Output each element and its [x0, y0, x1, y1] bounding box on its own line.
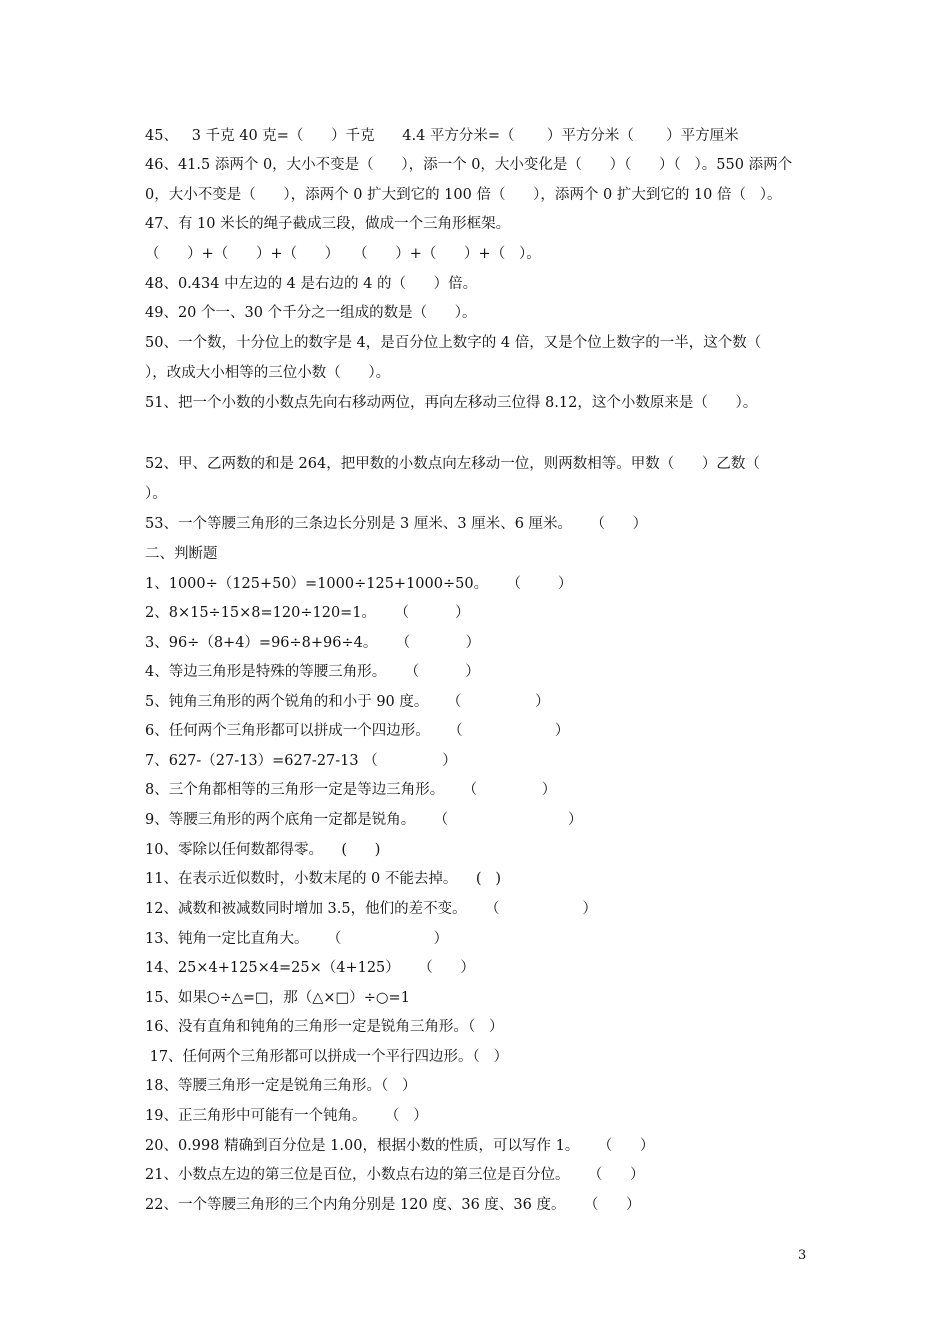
judge-item-5: 5、钝角三角形的两个锐角的和小于 90 度。 （ ）: [145, 694, 550, 710]
question-47-blanks: （ ）+（ ）+（ ） （ ）+（ ）+（ ）。: [145, 246, 541, 262]
question-46-line-1: 46、41.5 添两个 0，大小不变是（ ），添一个 0，大小变化是（ ）（ ）（ ）。550 添两个: [145, 157, 793, 173]
judge-item-6: 6、任何两个三角形都可以拼成一个四边形。 （ ）: [145, 723, 570, 739]
judge-item-22: 22、一个等腰三角形的三个内角分别是 120 度、36 度、36 度。 （ ）: [145, 1197, 641, 1213]
judge-item-18: 18、等腰三角形一定是锐角三角形。（ ）: [145, 1078, 417, 1094]
question-53: 53、一个等腰三角形的三条边长分别是 3 厘米、3 厘米、6 厘米。 （ ）: [145, 516, 648, 532]
judge-item-3: 3、96÷（8+4）=96÷8+96÷4。 （ ）: [145, 635, 481, 651]
judge-item-10: 10、零除以任何数都得零。 ( ): [145, 842, 381, 858]
question-46-line-2: 0，大小不变是（ ），添两个 0 扩大到它的 100 倍（ ），添两个 0 扩大到它的 10 倍（ ）。: [145, 187, 782, 203]
question-47: 47、有 10 米长的绳子截成三段，做成一个三角形框架。: [145, 216, 511, 232]
judge-item-11: 11、在表示近似数时，小数末尾的 0 不能去掉。 ( ): [145, 871, 501, 887]
judge-item-20: 20、0.998 精确到百分位是 1.00，根据小数的性质，可以写作 1。 （ ）: [145, 1138, 655, 1154]
judge-item-2: 2、8×15÷15×8=120÷120=1。 （ ）: [145, 605, 470, 621]
judge-item-16: 16、没有直角和钝角的三角形一定是锐角三角形。（ ）: [145, 1019, 504, 1035]
judge-item-12: 12、减数和被减数同时增加 3.5，他们的差不变。 （ ）: [145, 901, 598, 917]
question-52-line-2: ）。: [145, 486, 167, 502]
judge-item-14: 14、25×4+125×4=25×（4+125） （ ）: [145, 960, 475, 976]
judge-item-17: 17、任何两个三角形都可以拼成一个平行四边形。（ ）: [145, 1049, 509, 1065]
question-48: 48、0.434 中左边的 4 是右边的 4 的（ ）倍。: [145, 276, 478, 292]
question-51: 51、把一个小数的小数点先向右移动两位，再向左移动三位得 8.12，这个小数原来是（ ）。: [145, 395, 758, 411]
judge-item-15: 15、如果○÷△=□，那（△×□）÷○=1: [145, 990, 410, 1006]
judge-item-8: 8、三个角都相等的三角形一定是等边三角形。 （ ）: [145, 782, 557, 798]
question-50-line-2: ），改成大小相等的三位小数（ ）。: [145, 365, 391, 381]
judge-item-7: 7、627-（27-13）=627-27-13 （ ）: [145, 753, 457, 769]
page-number: 3: [798, 1248, 807, 1263]
judge-item-4: 4、等边三角形是特殊的等腰三角形。 （ ）: [145, 664, 480, 680]
judge-item-21: 21、小数点左边的第三位是百位，小数点右边的第三位是百分位。 （ ）: [145, 1167, 645, 1183]
question-52-line-1: 52、甲、乙两数的和是 264，把甲数的小数点向左移动一位，则两数相等。甲数（ ）乙数（: [145, 456, 760, 472]
question-49: 49、20 个一、30 个千分之一组成的数是（ ）。: [145, 305, 477, 321]
judge-item-1: 1、1000÷（125+50）=1000÷125+1000÷50。 （ ）: [145, 576, 573, 592]
judge-item-13: 13、钝角一定比直角大。 （ ）: [145, 931, 449, 947]
question-45: 45、 3 千克 40 克=（ ）千克 4.4 平方分米=（ ）平方分米（ ）平方厘米: [145, 128, 739, 144]
judge-item-19: 19、正三角形中可能有一个钝角。 （ ）: [145, 1108, 428, 1124]
section-heading: 二、判断题: [145, 546, 218, 562]
question-50-line-1: 50、一个数，十分位上的数字是 4，是百分位上数字的 4 倍，又是个位上数字的一半，这个数（: [145, 335, 762, 351]
judge-item-9: 9、等腰三角形的两个底角一定都是锐角。 （ ）: [145, 812, 583, 828]
